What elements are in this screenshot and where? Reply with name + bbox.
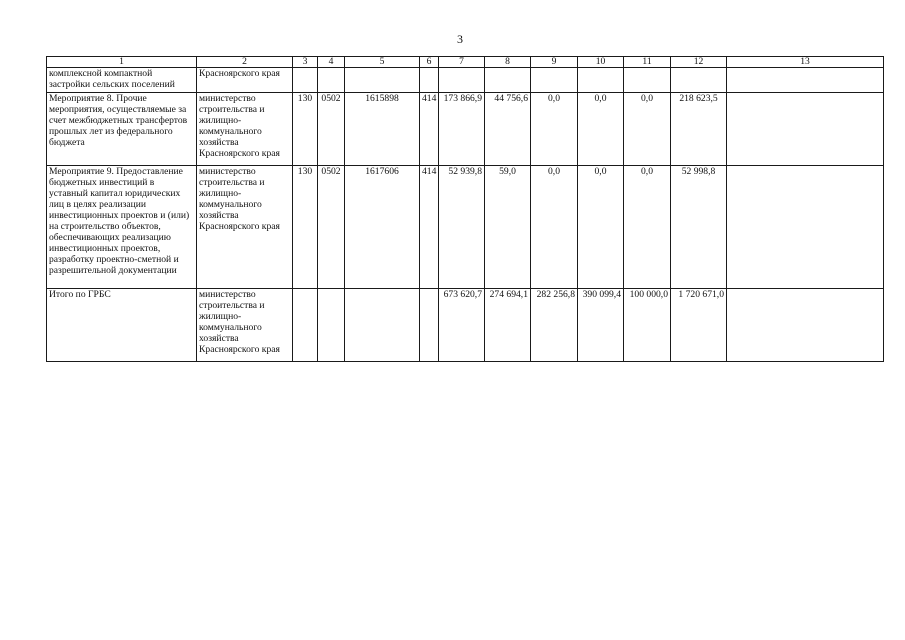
cell-name: Мероприятие 9. Предоставление бюджетных инвестиций в уставный капитал юридических лиц в целях реализации инвестиционных проектов и (или) на строительство объектов, обеспечивающих реализацию инвестиционных проектов, разработку проектно-сметной и разрешительной документации xyxy=(47,166,197,289)
cell-total: 1 720 671,0 xyxy=(671,289,727,362)
cell-amount-10: 0,0 xyxy=(578,166,624,289)
cell-amount-10 xyxy=(578,68,624,93)
cell-amount-11: 0,0 xyxy=(624,93,671,166)
cell-amount-7: 673 620,7 xyxy=(439,289,485,362)
cell-amount-9: 0,0 xyxy=(531,166,578,289)
cell-amount-11: 0,0 xyxy=(624,166,671,289)
column-header: 3 xyxy=(293,57,318,68)
cell-result xyxy=(727,93,884,166)
cell-grbs: министерство строительства и жилищно-коммунального хозяйства Красноярского края xyxy=(197,93,293,166)
cell-expense-type xyxy=(420,289,439,362)
cell-result xyxy=(727,68,884,93)
cell-amount-9 xyxy=(531,68,578,93)
column-header: 4 xyxy=(318,57,345,68)
cell-grbs: Красноярского края xyxy=(197,68,293,93)
cell-target-article xyxy=(345,68,420,93)
cell-amount-8: 59,0 xyxy=(485,166,531,289)
cell-total xyxy=(671,68,727,93)
cell-expense-type: 414 xyxy=(420,166,439,289)
cell-section xyxy=(318,289,345,362)
cell-grbs: министерство строительства и жилищно-коммунального хозяйства Красноярского края xyxy=(197,166,293,289)
table-row-continuation xyxy=(47,68,884,93)
cell-result xyxy=(727,166,884,289)
table-row-activity-8 xyxy=(47,93,884,166)
cell-section: 0502 xyxy=(318,166,345,289)
column-header: 9 xyxy=(531,57,578,68)
cell-grbs-code xyxy=(293,289,318,362)
cell-amount-9: 282 256,8 xyxy=(531,289,578,362)
column-header: 12 xyxy=(671,57,727,68)
cell-amount-8: 44 756,6 xyxy=(485,93,531,166)
column-header: 11 xyxy=(624,57,671,68)
cell-name: Мероприятие 8. Прочие мероприятия, осуществляемые за счет межбюджетных трансфертов прошлых лет из федерального бюджета xyxy=(47,93,197,166)
cell-amount-10: 390 099,4 xyxy=(578,289,624,362)
page-number: 3 xyxy=(457,32,463,46)
cell-result xyxy=(727,289,884,362)
budget-table xyxy=(46,56,884,362)
cell-amount-8 xyxy=(485,68,531,93)
cell-amount-11: 100 000,0 xyxy=(624,289,671,362)
cell-amount-7: 173 866,9 xyxy=(439,93,485,166)
cell-target-article xyxy=(345,289,420,362)
cell-name: комплексной компактной застройки сельских поселений xyxy=(47,68,197,93)
header-row xyxy=(47,57,884,68)
cell-grbs-code: 130 xyxy=(293,93,318,166)
cell-grbs: министерство строительства и жилищно-коммунального хозяйства Красноярского края xyxy=(197,289,293,362)
cell-amount-10: 0,0 xyxy=(578,93,624,166)
column-header: 5 xyxy=(345,57,420,68)
cell-amount-7 xyxy=(439,68,485,93)
cell-total: 52 998,8 xyxy=(671,166,727,289)
cell-grbs-code xyxy=(293,68,318,93)
cell-expense-type: 414 xyxy=(420,93,439,166)
column-header: 1 xyxy=(47,57,197,68)
cell-total: 218 623,5 xyxy=(671,93,727,166)
cell-name: Итого по ГРБС xyxy=(47,289,197,362)
table-row-total xyxy=(47,289,884,362)
cell-section: 0502 xyxy=(318,93,345,166)
cell-amount-8: 274 694,1 xyxy=(485,289,531,362)
cell-amount-9: 0,0 xyxy=(531,93,578,166)
column-header: 6 xyxy=(420,57,439,68)
cell-amount-7: 52 939,8 xyxy=(439,166,485,289)
cell-amount-11 xyxy=(624,68,671,93)
column-header: 13 xyxy=(727,57,884,68)
cell-section xyxy=(318,68,345,93)
table-row-activity-9 xyxy=(47,166,884,289)
column-header: 7 xyxy=(439,57,485,68)
cell-grbs-code: 130 xyxy=(293,166,318,289)
cell-target-article: 1615898 xyxy=(345,93,420,166)
column-header: 10 xyxy=(578,57,624,68)
column-header: 2 xyxy=(197,57,293,68)
cell-expense-type xyxy=(420,68,439,93)
column-header: 8 xyxy=(485,57,531,68)
cell-target-article: 1617606 xyxy=(345,166,420,289)
